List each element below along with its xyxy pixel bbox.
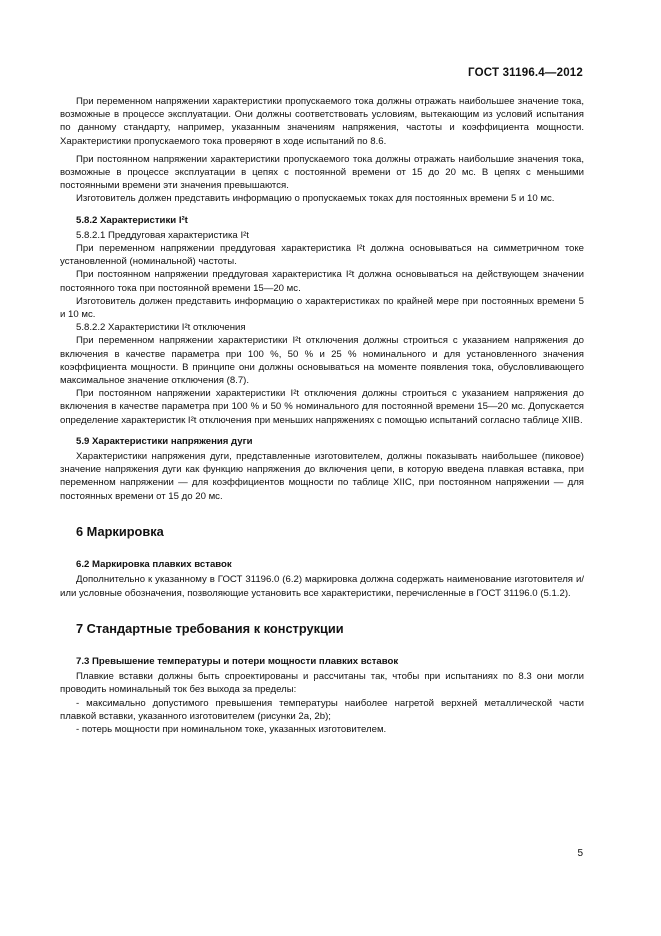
paragraph: При постоянном напряжении характеристики пропускаемого тока должны отражать наибольшие значения тока, возможные в процессе эксплуатации в цепях с постоянной времени от 15 до 20 мс. В цепях с меньшими постоянными времени эти значения превышаются. <box>60 153 584 192</box>
paragraph: Дополнительно к указанному в ГОСТ 31196.0 (6.2) маркировка должна содержать наименование изготовителя и/или условные обозначения, позволяющие установить все характеристики, перечисленные в ГОСТ 31196.0 (5.1.2). <box>60 574 584 599</box>
paragraph: Изготовитель должен представить информацию о характеристиках по крайней мере при постоянных времени 5 и 10 мс. <box>60 295 584 321</box>
section-heading-7-3: 7.3 Превышение температуры и потери мощности плавких вставок <box>76 655 399 667</box>
section-heading-6-2: 6.2 Маркировка плавких вставок <box>76 559 232 571</box>
section-heading-5-9: 5.9 Характеристики напряжения дуги <box>76 435 253 447</box>
doc-id-header: ГОСТ 31196.4—2012 <box>468 67 583 79</box>
chapter-heading-7: 7 Стандартные требования к конструкции <box>76 620 344 636</box>
paragraph: При переменном напряжении преддуговая характеристика I²t должна основываться на симметричном токе установленной (номинальной) частоты. <box>60 243 584 268</box>
paragraph: При переменном напряжении характеристики I²t отключения должны строиться с указанием напряжения до включения в качестве параметра при 100 %, 50 % и 25 % номинального и для установленного значения коэффициента мощности. В принципе они должны основываться на моменте появления тока, обусловливающего максимальное значение отключения (8.7). <box>60 335 584 387</box>
page-number: 5 <box>577 848 583 859</box>
paragraph: При постоянном напряжении преддуговая характеристика I²t должна основываться на действующем значении постоянного тока при постоянной времени 15—20 мс. <box>60 269 584 294</box>
list-item: - максимально допустимого превышения температуры наиболее нагретой верхней металлической части плавкой вставки, указанного изготовителем (рисунки 2а, 2b); <box>60 697 584 722</box>
paragraph: При постоянном напряжении характеристики I²t отключения должны строиться с указанием напряжения до включения в качестве параметра при 100 % и 50 % номинального для постоянной времени 15—20 мс. Допускается определение характеристик I²t отключения при меньших напряжениях с помощью испытаний согласно таблице XIIB. <box>60 388 584 426</box>
paragraph: Плавкие вставки должны быть спроектированы и рассчитаны так, чтобы при испытаниях по 8.3 они могли проводить номинальный ток без выхода за пределы: <box>60 671 584 696</box>
list-item: - потерь мощности при номинальном токе, указанных изготовителем. <box>76 723 387 735</box>
paragraph: При переменном напряжении характеристики пропускаемого тока должны отражать наибольшее значение тока, возможные в процессе эксплуатации. Они должны соответствовать условиям, вытекающим из условий испытания по данному стандарту, например, указанным значениям напряжения, частоты и коэффициента мощности. Характеристики пропускаемого тока проверяют в ходе испытаний по 8.6. <box>60 96 584 147</box>
section-heading-5-8-2-1: 5.8.2.1 Преддуговая характеристика I²t <box>76 229 249 241</box>
chapter-heading-6: 6 Маркировка <box>76 523 164 539</box>
section-heading-5-8-2-2: 5.8.2.2 Характеристики I²t отключения <box>76 322 246 334</box>
page-content <box>60 95 584 736</box>
section-heading-5-8-2: 5.8.2 Характеристики I²t <box>76 214 188 226</box>
paragraph: Характеристики напряжения дуги, представленные изготовителем, должны показывать наибольшее (пиковое) значение напряжения дуги как функцию напряжения до включения цепи, в которую введена плавкая вставка, при переменном напряжении — для коэффициентов мощности по таблице XIIC, при постоянном напряжении — для постоянных времени от 15 до 20 мс. <box>60 451 584 502</box>
paragraph: Изготовитель должен представить информацию о пропускаемых токах для постоянных времени 5 и 10 мс. <box>76 193 555 205</box>
